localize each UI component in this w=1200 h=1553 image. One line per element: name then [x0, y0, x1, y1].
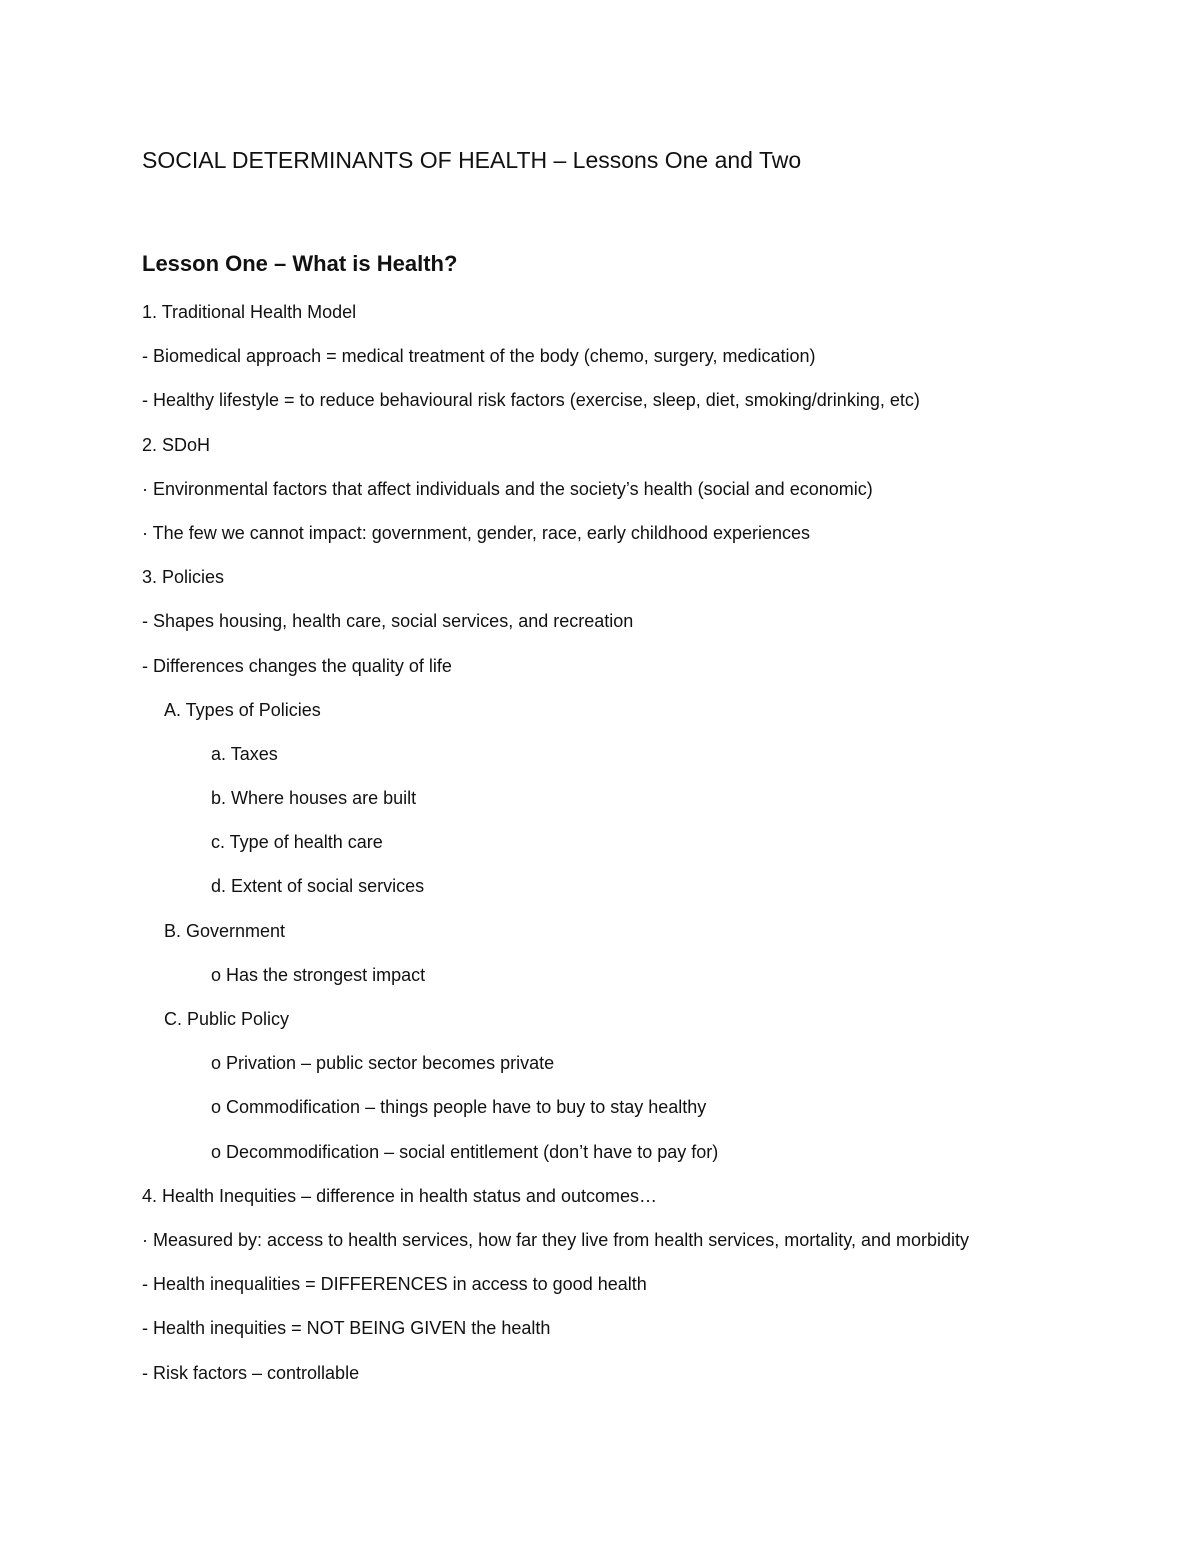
note-line: 3. Policies	[142, 567, 225, 588]
note-line: 1. Traditional Health Model	[142, 302, 357, 322]
note-line: - Health inequities = NOT BEING GIVEN the health	[142, 1318, 551, 1339]
note-subheading: C. Public Policy	[164, 1009, 290, 1029]
note-subheading: B. Government	[164, 920, 286, 941]
note-line: 2. SDoH	[142, 434, 211, 455]
note-line: · The few we cannot impact: government, gender, race, early childhood experiences	[142, 522, 811, 543]
note-subitem: b. Where houses are built	[211, 788, 417, 809]
note-subitem: o Privation – public sector becomes private	[211, 1053, 555, 1074]
note-line: - Healthy lifestyle = to reduce behavioural risk factors (exercise, sleep, diet, smoking/drinking, etc)	[142, 390, 920, 411]
note-subitem: d. Extent of social services	[211, 876, 425, 897]
note-line: · Measured by: access to health services, how far they live from health services, mortality, and morbidity	[142, 1229, 969, 1250]
note-line: 4. Health Inequities – difference in health status and outcomes…	[142, 1185, 657, 1206]
note-subitem: o Has the strongest impact	[211, 964, 426, 985]
note-subitem: a. Taxes	[211, 743, 278, 764]
note-line: - Differences changes the quality of life	[142, 655, 452, 676]
note-subheading: A. Types of Policies	[164, 699, 321, 720]
note-subitem: o Decommodification – social entitlement (don’t have to pay for)	[211, 1141, 719, 1162]
note-line: · Environmental factors that affect individuals and the society’s health (social and economic)	[142, 478, 873, 499]
notes-body	[0, 296, 1200, 1401]
note-line: - Risk factors – controllable	[142, 1362, 360, 1383]
lesson-heading: Lesson One – What is Health?	[142, 251, 458, 276]
document-title: SOCIAL DETERMINANTS OF HEALTH – Lessons One and Two	[142, 147, 802, 173]
note-line: - Biomedical approach = medical treatment of the body (chemo, surgery, medication)	[142, 346, 816, 367]
note-subitem: c. Type of health care	[211, 832, 383, 853]
note-line: - Shapes housing, health care, social services, and recreation	[142, 611, 634, 632]
note-line: - Health inequalities = DIFFERENCES in access to good health	[142, 1274, 647, 1295]
note-subitem: o Commodification – things people have to buy to stay healthy	[211, 1097, 707, 1118]
